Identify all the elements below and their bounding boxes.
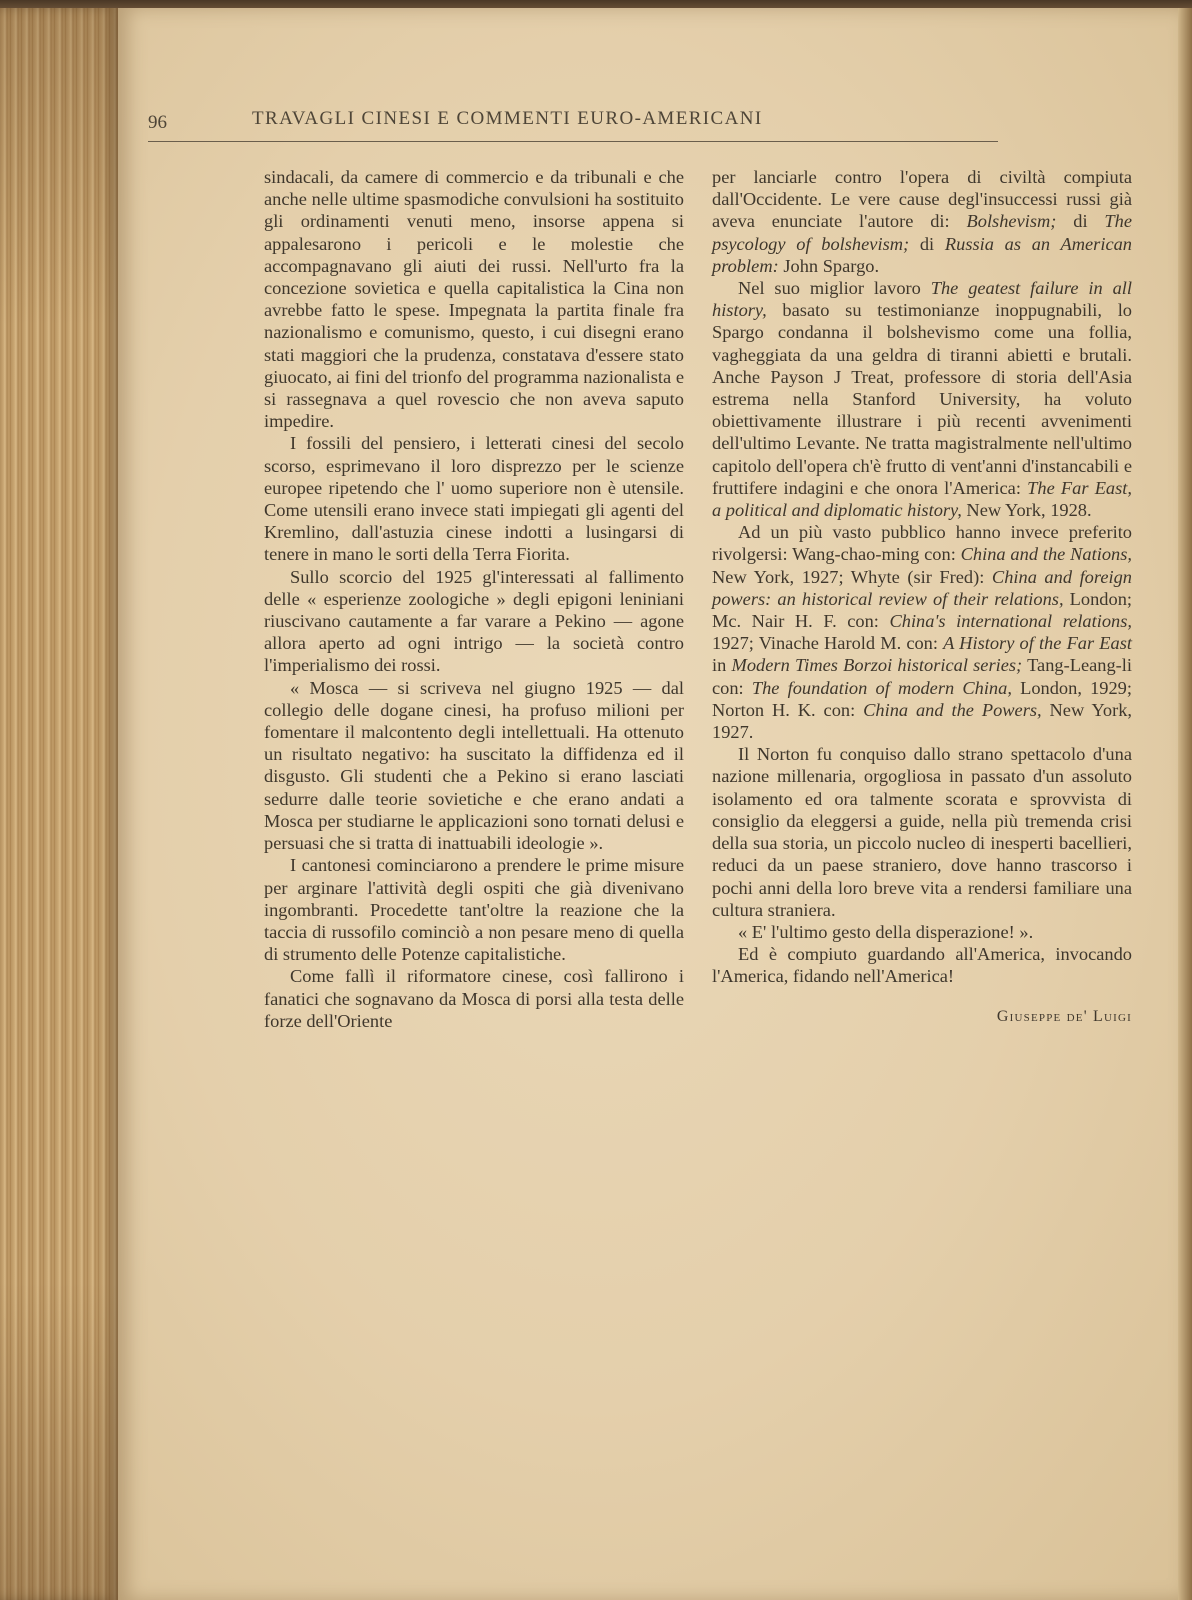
page-number: 96	[148, 112, 167, 133]
book-title: A History of the Far East	[943, 633, 1132, 654]
text-run: John Spargo.	[778, 255, 880, 276]
book-title: The Far East, a political and diplomatic history,	[712, 477, 1132, 521]
book-title: The foundation of modern China,	[751, 677, 1012, 698]
text-run: New York, 1927.	[712, 699, 1132, 743]
book-title: Bolshevism;	[966, 211, 1057, 232]
book-title: The psycology of bolshevism;	[712, 211, 1132, 254]
text-run: London, 1929; Norton H. K. con:	[712, 677, 1132, 720]
paragraph: Ed è compiuto guardando all'America, invocando l'America, fidando nell'America!	[712, 944, 1132, 987]
text-run: New York, 1928.	[961, 500, 1092, 521]
paragraph: Sullo scorcio del 1925 gl'interessati al fallimento delle « esperienze zoologiche » degli epigoni leniniani riuscivano cautamente a far varare a Pekino — agone allora aperto ad ogni intrigo — la società contro l'imperialismo dei rossi.	[264, 566, 684, 676]
text-run: per lanciarle contro l'opera di civiltà compiuta dall'Occidente. Le vere cause degl'insuccessi russi già aveva enunciate l'autore di:	[712, 167, 1132, 232]
page-right-edge	[1178, 8, 1192, 1600]
right-column	[712, 166, 1132, 1028]
book-title: Russia as an American problem:	[712, 233, 1133, 276]
book-title: China and the Powers,	[863, 699, 1042, 720]
paragraph: « Mosca — si scriveva nel giugno 1925 — dal collegio delle dogane cinesi, ha profuso milioni per fomentare il malcontento degli intellettuali. Ha ottenuto un risultato negativo: ha suscitato la diffidenza ed il disgusto. Gli studenti che a Pekino si erano lasciati sedurre dalle teorie sovietiche e che erano andati a Mosca per studiarne le applicazioni sono tornati delusi e persuasi che si tratta di inattuabili ideologie ».	[264, 677, 684, 854]
book-title: China and foreign powers: an historical review of their relations,	[712, 566, 1133, 609]
paragraph: I cantonesi cominciarono a prendere le prime misure per arginare l'attività degli ospiti che già divenivano ingombranti. Procedette tant'oltre la reazione che la taccia di russofilo cominciò a non pesare meno di quella di strumento delle Potenze capitalistiche.	[264, 855, 684, 965]
text-run: basato su testimonianze inoppugnabili, lo Spargo condanna il bolshevismo come una follia, vagheggiata da una geldra di tiranni abietti e brutali. Anche Payson J Treat, professore di storia dell'Asia estrema nella Stanford University, ha voluto obiettivamente illustrare i più recenti avvenimenti dell'ultimo Levante. Ne tratta magistralmente nell'ultimo capitolo dell'opera ch'è frutto di vent'anni d'instancabili e fruttifere indagini e che onora l'America:	[712, 300, 1132, 498]
text-run: 1927; Vinache Harold M. con:	[712, 633, 944, 654]
paragraph	[712, 521, 1132, 743]
text-run: in	[712, 655, 732, 676]
paragraph	[712, 166, 1132, 277]
book-title: China's international relations,	[889, 611, 1132, 632]
paragraph: « E' l'ultimo gesto della disperazione! ».	[738, 921, 1034, 942]
text-run: Nel suo miglior lavoro	[738, 278, 931, 299]
text-run: di	[1056, 211, 1105, 232]
book-title: Modern Times Borzoi historical series;	[731, 655, 1023, 676]
running-header	[148, 100, 1132, 144]
text-run: Tang-Leang-li con:	[712, 655, 1133, 698]
paragraph	[712, 277, 1132, 521]
text-run: Ad un più vasto pubblico hanno invece preferito rivolgersi: Wang-chao-ming con:	[712, 522, 1132, 565]
paragraph: I fossili del pensiero, i letterati cinesi del secolo scorso, esprimevano il loro disprezzo per le scienze europee ripetendo che l' uomo superiore non è utensile. Come utensili erano invece stati impiegati gli agenti del Kremlino, dall'astuzia cinese indotti a lusingarsi di tenere in mano le sorti della Terra Fiorita.	[264, 433, 684, 565]
text-run: New York, 1927; Whyte (sir Fred):	[712, 566, 992, 587]
running-title: TRAVAGLI CINESI E COMMENTI EURO-AMERICANI	[252, 108, 763, 129]
paragraph: Come fallì il riformatore cinese, così fallirono i fanatici che sognavano da Mosca di porsi alla testa delle forze dell'Oriente	[264, 966, 684, 1031]
text-run: London; Mc. Nair H. F. con:	[712, 588, 1133, 632]
left-column	[264, 166, 684, 1032]
book-title: China and the Nations,	[960, 544, 1132, 565]
paragraph: Il Norton fu conquiso dallo strano spettacolo d'una nazione millenaria, orgogliosa in passato d'un assoluto isolamento ed ora talmente scorata e sprovvista di consiglio da eleggersi a guide, nella più tremenda crisi della sua storia, un piccolo nucleo di inesperti bacellieri, reduci da un paese straniero, dove hanno trascorso i pochi anni della loro breve vita a rendersi familiare una cultura straniera.	[712, 744, 1132, 920]
text-run: di	[909, 233, 945, 254]
book-page-edges	[0, 8, 118, 1600]
header-rule	[148, 141, 998, 142]
book-title: The geatest failure in all history,	[712, 278, 1132, 321]
paragraph: sindacali, da camere di commercio e da tribunali e che anche nelle ultime spasmodiche convulsioni ha sostituito gli ordinamenti venuti meno, insorse appena si appalesarono i pericoli e le molestie che accompagnavano gli aiuti dei russi. Nell'urto fra la concezione sovietica e quella capitalistica la Cina non avrebbe fatto le spese. Impegnata la partita finale fra nazionalismo e comunismo, questo, i cui disegni erano stati maggiori che la prudenza, constatava d'essere stato giuocato, ai fini del trionfo del programma nazionalista e si rassegnava a quel rovescio che non aveva saputo impedire.	[264, 167, 684, 432]
author-signature: Giuseppe de' Luigi	[996, 1007, 1132, 1025]
